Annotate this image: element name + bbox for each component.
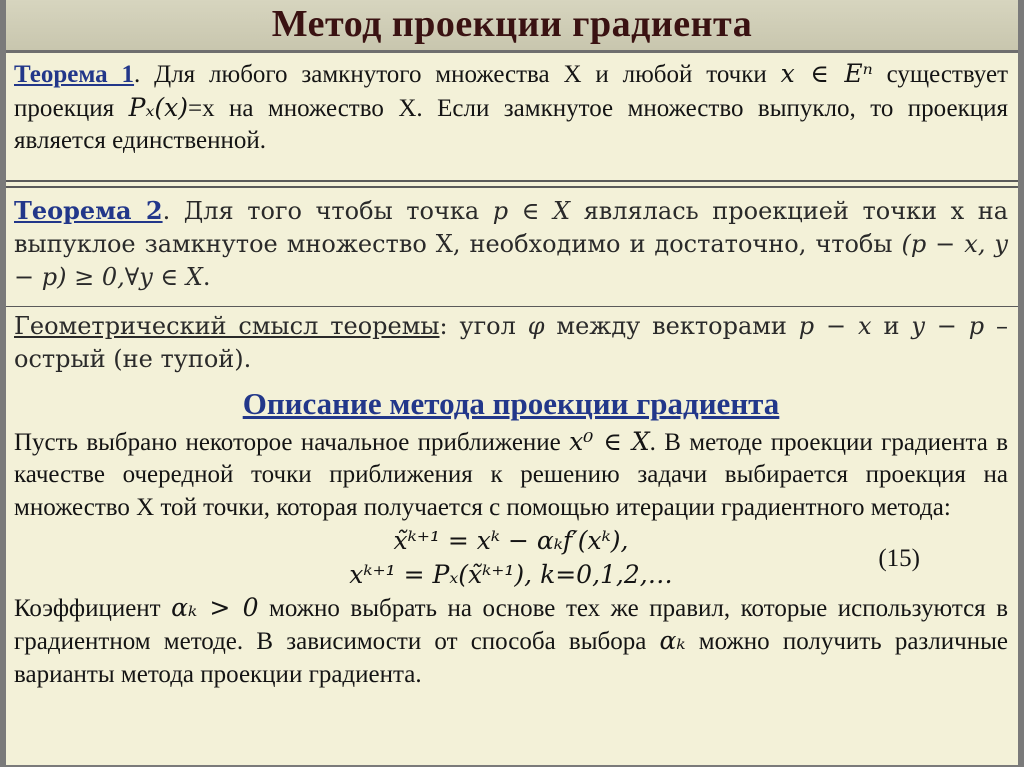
formula-number: (15) [878,545,920,573]
section-heading [14,385,1008,424]
divider-3 [6,306,1018,307]
theorem-2-text-a: . Для того чтобы точка [162,197,493,225]
theorem-2-text-b: являлась проекцией точки x на выпуклое замкнутое множество X, необходимо и достаточно, чтобы [14,197,1009,259]
theorem-2-label: Теорема 2 [14,196,163,225]
para2-math-a: αₖ > 0 [171,592,259,622]
description-paragraph-2 [14,592,1008,692]
theorem-1-text-a: . Для любого замкнутого множества X и любой точки [134,61,781,88]
geometric-meaning-block [6,310,1018,386]
formula-line-1: x̃ᵏ⁺¹ = xᵏ − αₖf′(xᵏ), [393,526,629,556]
theorem-2-math-a: p ∈ X [492,197,571,225]
para1-math: x⁰ ∈ X [569,426,650,456]
geometric-label: Геометрический смысл теоремы [14,312,440,340]
method-description-block [6,385,1018,765]
theorem-2-text-c: . [202,263,211,292]
geometric-text-a: : угол [439,312,528,340]
section-heading-text: Описание метода проекции градиента [242,386,780,421]
theorem-1-math-b: Pₓ(x) [128,92,188,122]
para2-text-c: можно получить различные варианты метода проекции градиента. [14,628,1009,688]
para1-text-b: . В методе проекции градиента в качестве очередной точки приближения к решению задачи выбирается проекция на множество X той точки, которая получается с помощью итерации градиентного метода: [14,428,1008,521]
divider-1 [6,180,1018,182]
geometric-math-c: y − p [911,312,985,340]
theorem-1-math-a: x ∈ Eⁿ [780,59,873,88]
para2-text-a: Коэффициент [14,594,172,622]
description-paragraph-1 [14,426,1008,525]
theorem-1-label: Теорема 1 [14,61,135,88]
geometric-text-c: и [871,312,912,340]
geometric-text-b: между векторами [544,312,799,340]
geometric-math-b: p − x [798,312,872,340]
theorem-1-text-c: =x на множество X. Если замкнутое множество выпукло, то проекция является единственной. [14,94,1008,154]
theorem-1-block [6,56,1018,180]
title-bar [6,0,1018,53]
theorem-2-math-b: (p − x, y − p) ≥ 0,∀y ∈ X [14,230,1008,292]
formula-block [14,524,1008,592]
para2-math-b: αₖ [659,626,686,656]
theorem-2-block [6,192,1018,302]
para2-text-b: можно выбрать на основе тех же правил, которые используются в градиентном методе. В зависимости от способа выбора [14,594,1009,656]
para1-text-a: Пусть выбрано некоторое начальное приближение [14,428,570,456]
theorem-1-text-b: существует проекция [14,61,1008,122]
divider-2 [6,186,1018,188]
slide-title: Метод проекции градиента [271,3,753,45]
formula-line-2: xᵏ⁺¹ = Pₓ(x̃ᵏ⁺¹), k=0,1,2,… [349,560,673,589]
geometric-text-d: – острый (не тупой). [14,312,1009,374]
geometric-math-a: φ [527,312,545,340]
